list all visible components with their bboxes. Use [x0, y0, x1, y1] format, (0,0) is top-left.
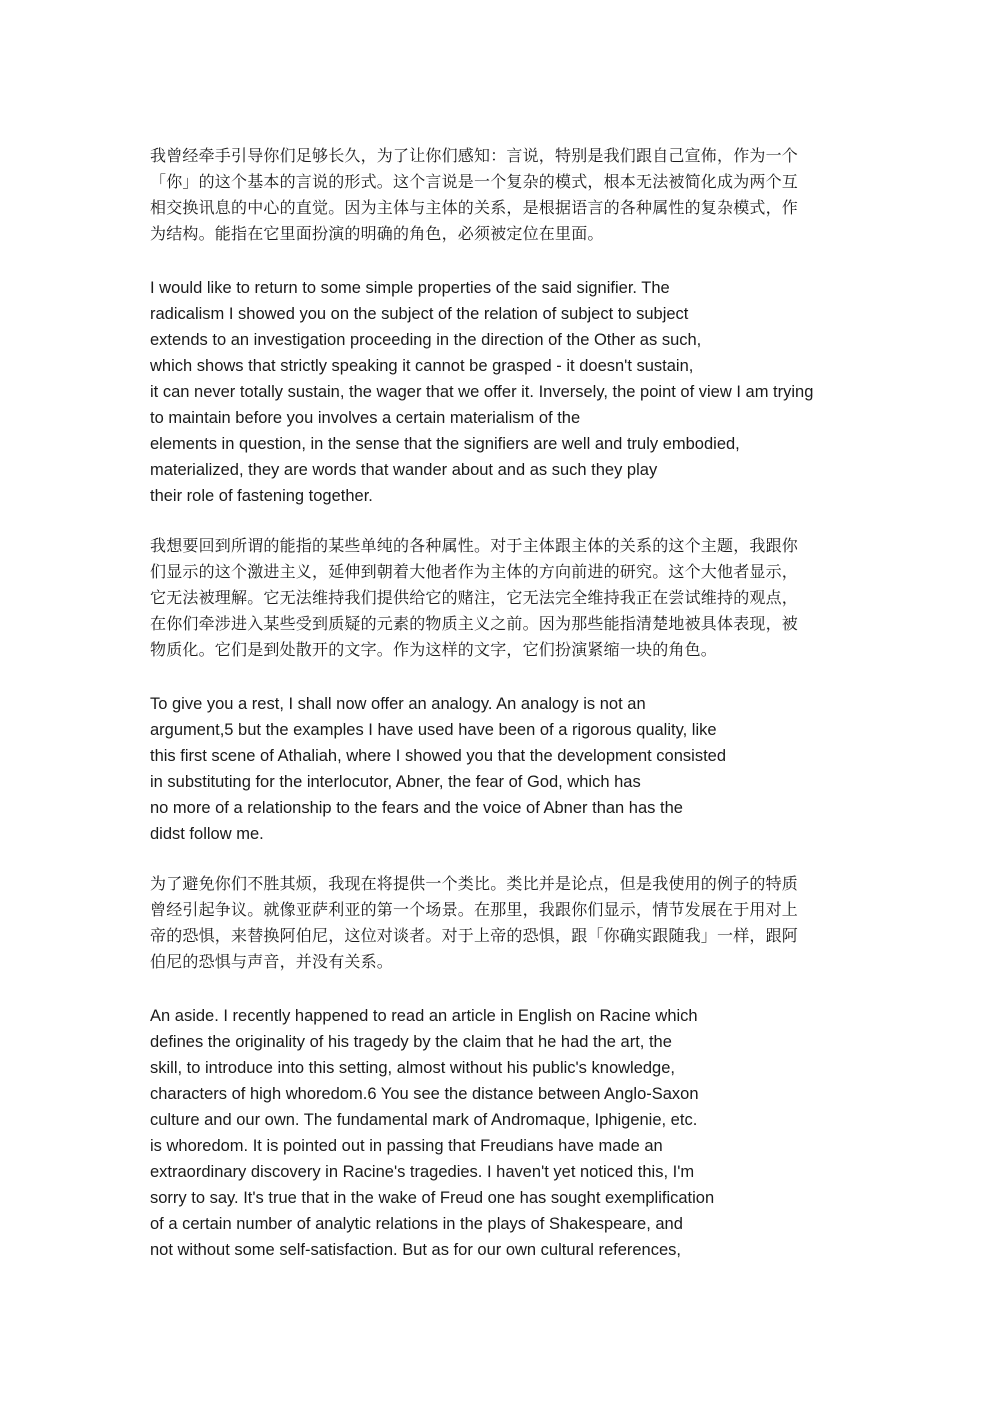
paragraph-zh-2	[150, 533, 850, 663]
text-line: radicalism I showed you on the subject of the relation of subject to subject	[150, 305, 689, 323]
text-line: elements in question, in the sense that the signifiers are well and truly embodied,	[150, 435, 740, 453]
text-line: is whoredom. It is pointed out in passing that Freudians have made an	[150, 1137, 663, 1155]
text-line: 我想要回到所谓的能指的某些单纯的各种属性。对于主体跟主体的关系的这个主题，我跟你	[150, 536, 799, 555]
text-line: skill, to introduce into this setting, almost without his public's knowledge,	[150, 1059, 675, 1077]
text-line: 相交换讯息的中心的直觉。因为主体与主体的关系，是根据语言的各种属性的复杂模式，作	[150, 198, 799, 217]
text-line: not without some self-satisfaction. But as for our own cultural references,	[150, 1241, 681, 1259]
text-line: this first scene of Athaliah, where I showed you that the development consisted	[150, 747, 727, 765]
text-line: it can never totally sustain, the wager that we offer it. Inversely, the point of view I am trying	[150, 383, 814, 401]
text-line: argument,5 but the examples I have used have been of a rigorous quality, like	[150, 721, 717, 739]
text-line: in substituting for the interlocutor, Abner, the fear of God, which has	[150, 773, 641, 791]
paragraph-en-3	[150, 1003, 850, 1263]
text-line: didst follow me.	[150, 825, 264, 843]
text-line: I would like to return to some simple properties of the said signifier. The	[150, 279, 670, 297]
paragraph-gap	[150, 509, 850, 533]
paragraph-en-2	[150, 691, 850, 847]
text-line: 它无法被理解。它无法维持我们提供给它的赌注，它无法完全维持我正在尝试维持的观点，	[150, 588, 799, 607]
paragraph-gap	[150, 663, 850, 691]
text-line: 帝的恐惧，来替换阿伯尼，这位对谈者。对于上帝的恐惧，跟「你确实跟随我」一样，跟阿	[150, 926, 799, 945]
text-line: culture and our own. The fundamental mark of Andromaque, Iphigenie, etc.	[150, 1111, 698, 1129]
text-line: To give you a rest, I shall now offer an analogy. An analogy is not an	[150, 695, 646, 713]
paragraph-gap	[150, 975, 850, 1003]
text-line: characters of high whoredom.6 You see the distance between Anglo-Saxon	[150, 1085, 699, 1103]
text-line: extends to an investigation proceeding in the direction of the Other as such,	[150, 331, 702, 349]
paragraph-gap	[150, 847, 850, 871]
text-line: 曾经引起争议。就像亚萨利亚的第一个场景。在那里，我跟你们显示，情节发展在于用对上	[150, 900, 799, 919]
text-line: 「你」的这个基本的言说的形式。这个言说是一个复杂的模式，根本无法被简化成为两个互	[150, 172, 799, 191]
text-line: defines the originality of his tragedy by the claim that he had the art, the	[150, 1033, 672, 1051]
text-line: 伯尼的恐惧与声音，并没有关系。	[150, 952, 394, 971]
paragraph-zh-3	[150, 871, 850, 975]
text-line: extraordinary discovery in Racine's tragedies. I haven't yet noticed this, I'm	[150, 1163, 695, 1181]
text-line: 们显示的这个激进主义，延伸到朝着大他者作为主体的方向前进的研究。这个大他者显示，	[150, 562, 799, 581]
text-line: their role of fastening together.	[150, 487, 373, 505]
text-line: which shows that strictly speaking it cannot be grasped - it doesn't sustain,	[150, 357, 694, 375]
text-line: 在你们牵涉进入某些受到质疑的元素的物质主义之前。因为那些能指清楚地被具体表现，被	[150, 614, 799, 633]
paragraph-zh-1	[150, 143, 850, 247]
text-line: no more of a relationship to the fears and the voice of Abner than has the	[150, 799, 683, 817]
text-line: 为结构。能指在它里面扮演的明确的角色，必须被定位在里面。	[150, 224, 604, 243]
paragraph-gap	[150, 247, 850, 275]
text-line: materialized, they are words that wander about and as such they play	[150, 461, 658, 479]
text-line: of a certain number of analytic relations in the plays of Shakespeare, and	[150, 1215, 683, 1233]
text-line: to maintain before you involves a certain materialism of the	[150, 409, 581, 427]
text-line: 物质化。它们是到处散开的文字。作为这样的文字，它们扮演紧缩一块的角色。	[150, 640, 718, 659]
paragraph-en-1	[150, 275, 850, 509]
text-line: 为了避免你们不胜其烦，我现在将提供一个类比。类比并是论点，但是我使用的例子的特质	[150, 874, 799, 893]
document-page	[150, 143, 850, 1263]
text-line: An aside. I recently happened to read an article in English on Racine which	[150, 1007, 698, 1025]
text-line: 我曾经牵手引导你们足够长久，为了让你们感知：言说，特别是我们跟自己宣佈，作为一个	[150, 146, 799, 165]
text-line: sorry to say. It's true that in the wake of Freud one has sought exemplification	[150, 1189, 715, 1207]
